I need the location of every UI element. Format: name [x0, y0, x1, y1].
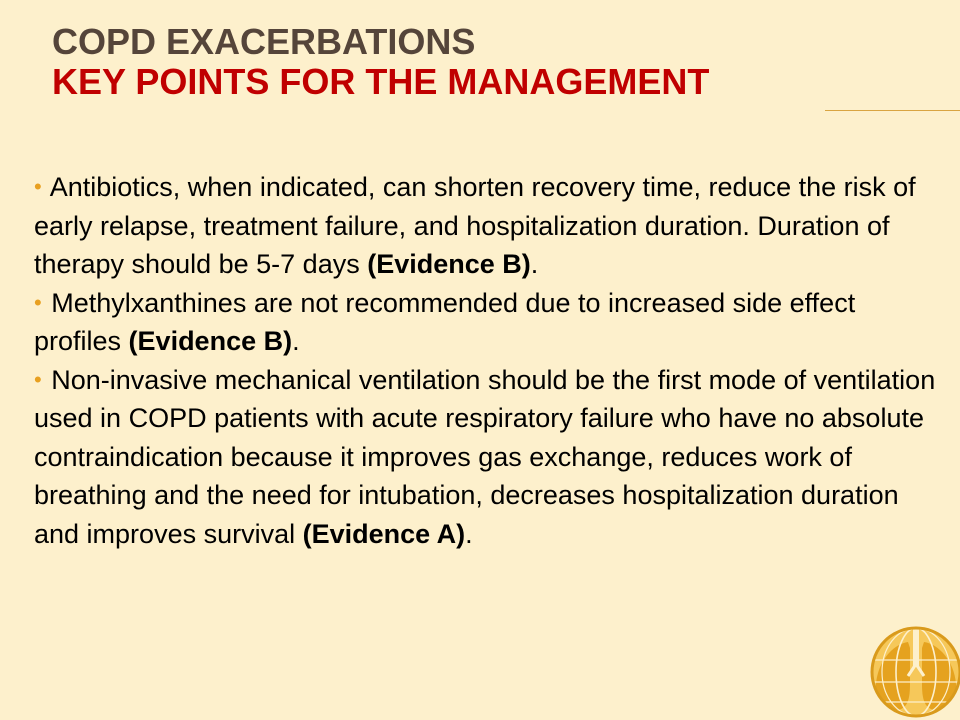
bullet-icon: •	[34, 289, 42, 315]
title-divider	[825, 110, 960, 111]
bullet-item-niv	[34, 361, 936, 554]
title-line-2: KEY POINTS FOR THE MANAGEMENT	[52, 61, 710, 102]
bullet-end: .	[465, 518, 473, 549]
bullet-icon: •	[34, 366, 42, 392]
bullet-list	[34, 168, 936, 553]
bullet-end: .	[530, 249, 539, 279]
title-line-1: COPD EXACERBATIONS	[52, 21, 476, 62]
bullet-text: Non-invasive mechanical ventilation should be the first mode of ventilation used in COPD patients with acute respiratory failure who have no absolute contraindication because it improves gas exchange, reduces work of breathing and the need for intubation, decreases hospitalization duration and improves survival	[34, 364, 936, 549]
evidence-level: (Evidence A)	[302, 518, 466, 549]
slide-title	[52, 22, 932, 102]
bullet-end: .	[292, 326, 300, 356]
evidence-level: (Evidence B)	[128, 326, 293, 356]
bullet-item-antibiotics	[34, 168, 936, 284]
bullet-icon: •	[34, 174, 42, 199]
lungs-globe-logo-icon	[864, 620, 960, 720]
bullet-item-methylxanthines	[34, 284, 936, 361]
bullet-text: Antibiotics, when indicated, can shorten recovery time, reduce the risk of early relapse, treatment failure, and hospitalization duration. Duration of therapy should be 5-7 days	[34, 172, 916, 279]
bullet-text: Methylxanthines are not recommended due to increased side effect profiles	[34, 287, 856, 356]
evidence-level: (Evidence B)	[367, 249, 531, 279]
